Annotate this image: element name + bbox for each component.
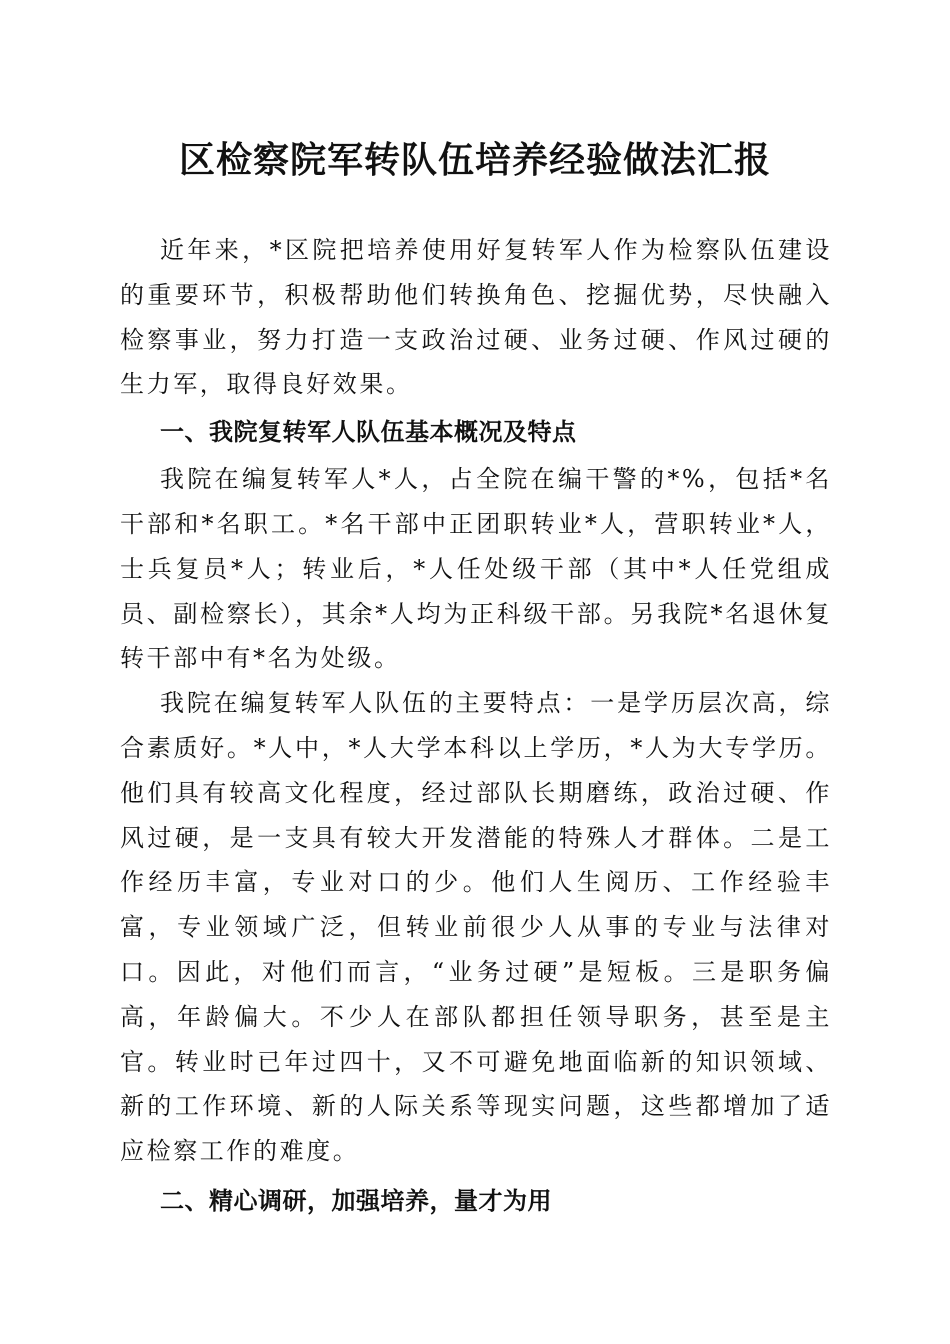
paragraph-overview: 我院在编复转军人*人，占全院在编干警的*%，包括*名干部和*名职工。*名干部中正团职转业*人，营职转业*人，士兵复员*人；转业后，*人任处级干部（其中*人任党组成员、副检察长），其余*人均为正科级干部。另我院*名退休复转干部中有*名为处级。 — [120, 465, 832, 673]
paragraph-features: 我院在编复转军人队伍的主要特点：一是学历层次高，综合素质好。*人中，*人大学本科以上学历，*人为大专学历。他们具有较高文化程度，经过部队长期磨练，政治过硬、作风过硬，是一支具有较大开发潜能的特殊人才群体。二是工作经历丰富，专业对口的少。他们人生阅历、工作经验丰富，专业领域广泛，但转业前很少人从事的专业与法律对口。因此，对他们而言，“业务过硬”是短板。三是职务偏高，年龄偏大。不少人在部队都担任领导职务，甚至是主官。转业时已年过四十，又不可避免地面临新的知识领域、新的工作环境、新的人际关系等现实问题，这些都增加了适应检察工作的难度。 — [120, 689, 832, 1166]
document-title: 区检察院军转队伍培养经验做法汇报 — [178, 139, 771, 181]
section-heading-1: 一、我院复转军人队伍基本概况及特点 — [160, 418, 577, 447]
section-heading-2: 二、精心调研，加强培养，量才为用 — [160, 1186, 552, 1215]
paragraph-intro: 近年来，*区院把培养使用好复转军人作为检察队伍建设的重要环节，积极帮助他们转换角色、挖掘优势，尽快融入检察事业，努力打造一支政治过硬、业务过硬、作风过硬的生力军，取得良好效果。 — [120, 236, 832, 399]
document-body — [120, 228, 832, 1226]
